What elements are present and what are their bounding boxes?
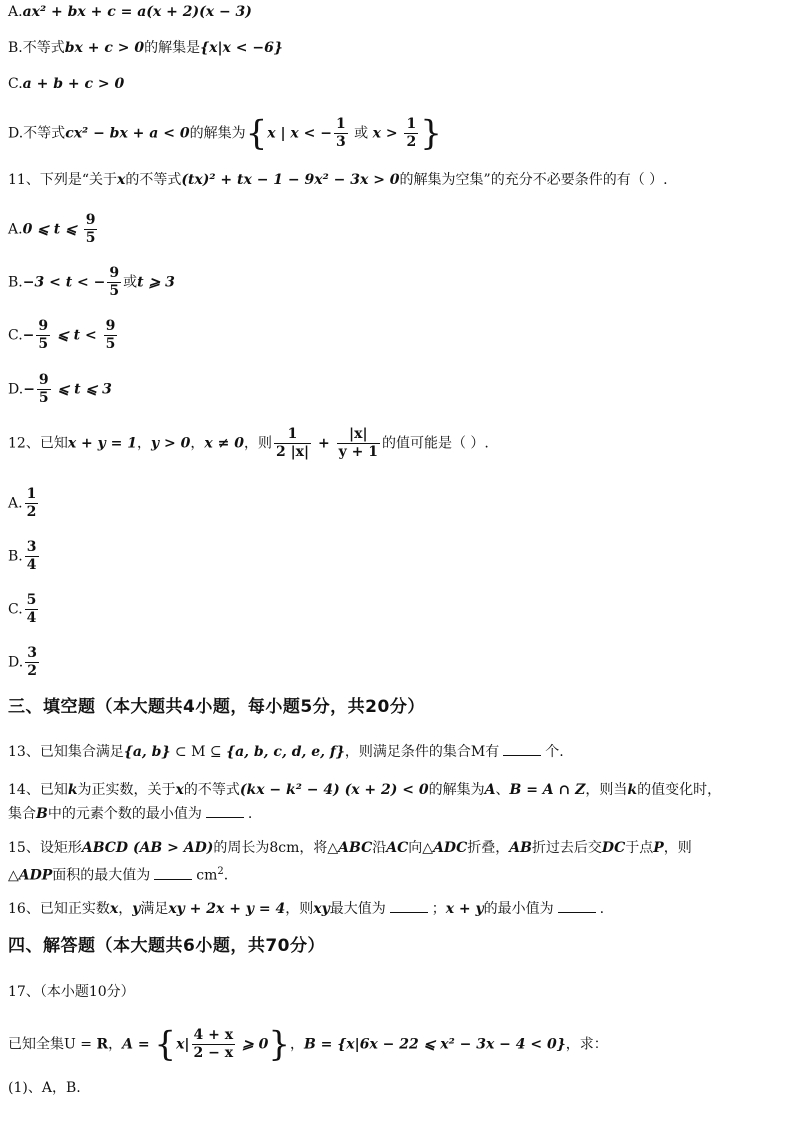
q10-option-a: A.ax² + bx + c = a(x + 2)(x − 3) [8, 4, 252, 20]
answer-blank [390, 898, 428, 913]
q10-option-b: B.不等式bx + c > 0的解集是{x|x < −6} [8, 40, 283, 56]
q17-part1: (1)、A，B. [8, 1080, 81, 1096]
answer-blank [154, 865, 192, 880]
q15-line1: 15、设矩形ABCD (AB > AD)的周长为8cm，将△ABC沿AC向△ADC折叠，AB折过去后交DC于点P，则 [8, 840, 692, 856]
q12-option-b: B. $\frac{3}{4}$ [8, 539, 37, 573]
q11-option-b: B.−3 < t < − $\frac{9}{5}$ 或t ⩾ 3 [8, 265, 175, 299]
q11-option-d: D.− $\frac{9}{5}$ ⩽ t ⩽ 3 [8, 372, 112, 406]
q12-option-a: A. $\frac{1}{2}$ [8, 486, 37, 520]
q17-stem: 已知全集U = R，A = {x| $\frac{4 + x}{2 - x}$ ⩾ 0}，B = {x|6x − 22 ⩽ x² − 3x − 4 < 0}，求： [8, 1024, 608, 1065]
q12-stem: 12、已知x + y = 1，y > 0，x ≠ 0，则 $\frac{1}{2 |x|}$ + $\frac{|x|}{y + 1}$ 的值可能是（ ）. [8, 426, 489, 460]
section-4-heading: 四、解答题（本大题共6小题，共70分） [8, 936, 325, 956]
answer-blank [558, 898, 596, 913]
section-3-heading: 三、填空题（本大题共4小题，每小题5分，共20分） [8, 697, 425, 717]
q17-title: 17、（本小题10分） [8, 984, 135, 1000]
answer-blank [206, 803, 244, 818]
q11-option-c: C.− $\frac{9}{5}$ ⩽ t < $\frac{9}{5}$ [8, 318, 116, 352]
q11-stem: 11、下列是“关于x的不等式(tx)² + tx − 1 − 9x² − 3x > 0的解集为空集”的充分不必要条件的有（ ）. [8, 172, 668, 188]
q12-option-c: C. $\frac{5}{4}$ [8, 592, 37, 626]
q10-option-c: C.a + b + c > 0 [8, 76, 125, 92]
answer-blank [503, 741, 541, 756]
q10-option-d: D.不等式cx² − bx + a < 0的解集为{x | x < − $\frac{1}{3}$ 或 x > $\frac{1}{2}$ } [8, 113, 442, 154]
q11-option-a: A.0 ⩽ t ⩽ $\frac{9}{5}$ [8, 212, 96, 246]
q14-line1: 14、已知k为正实数，关于x的不等式(kx − k² − 4) (x + 2) < 0的解集为A、B = A ∩ Z，则当k的值变化时， [8, 782, 722, 798]
q15-line2: △ADP面积的最大值为 $cm^2$. [8, 866, 229, 884]
q14-line2: 集合B中的元素个数的最小值为 . [8, 803, 252, 824]
q12-option-d: D. $\frac{3}{2}$ [8, 645, 37, 679]
q16: 16、已知正实数x，y满足xy + 2x + y = 4，则xy最大值为 ；x + y的最小值为 . [8, 898, 604, 919]
q13: 13、已知集合满足{a, b} ⊂ M ⊆ {a, b, c, d, e, f}，则满足条件的集合M有 个. [8, 741, 564, 762]
